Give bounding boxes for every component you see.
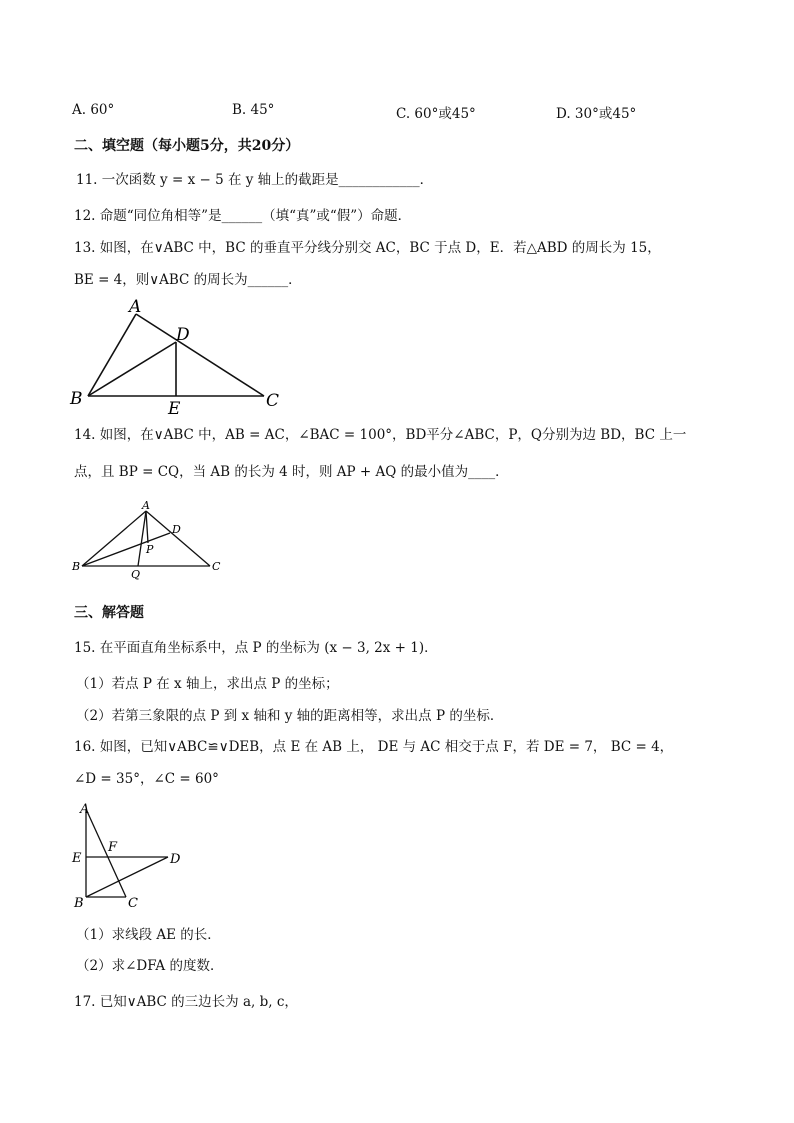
question-16-line1: 16. 如图，已知∨ABC≌∨DEB，点 E 在 AB 上， DE 与 AC 相交于点 F，若 DE = 7， BC = 4， <box>74 739 674 755</box>
q13-label-d: D <box>176 325 190 345</box>
question-16-line2: ∠D = 35°，∠C = 60° <box>74 771 219 787</box>
q16-label-b: B <box>74 896 84 911</box>
q13-label-c: C <box>266 391 280 411</box>
q13-label-b: B <box>70 389 83 409</box>
q16-label-d: D <box>170 852 181 867</box>
q14-triangle-figure <box>66 497 236 585</box>
question-13-line2: BE = 4，则∨ABC 的周长为______． <box>74 272 302 288</box>
q16-label-c: C <box>128 896 138 911</box>
q14-label-c: C <box>212 560 221 573</box>
section-title-fill-in: 二、填空题（每小题5分，共20分） <box>74 138 300 154</box>
question-11: 11. 一次函数 y = x − 5 在 y 轴上的截距是____________． <box>76 172 434 188</box>
question-16-part2: （2）求∠DFA 的度数． <box>76 958 224 974</box>
question-15-part2: （2）若第三象限的点 P 到 x 轴和 y 轴的距离相等，求出点 P 的坐标． <box>76 708 504 724</box>
question-12: 12. 命题“同位角相等”是______（填“真”或“假”）命题． <box>74 208 412 224</box>
question-14-line2: 点，且 BP = CQ，当 AB 的长为 4 时，则 AP + AQ 的最小值为____． <box>74 464 509 480</box>
question-15-line1: 15. 在平面直角坐标系中，点 P 的坐标为 (x − 3, 2x + 1)． <box>74 640 438 656</box>
question-13-line1: 13. 如图，在∨ABC 中，BC 的垂直平分线分别交 AC，BC 于点 D，E．若△ABD 的周长为 15， <box>74 240 661 256</box>
question-16-part1: （1）求线段 AE 的长． <box>76 927 221 943</box>
q14-label-q: Q <box>131 568 141 581</box>
q13-segment-bd <box>88 342 176 396</box>
q13-segment-ab <box>88 314 136 396</box>
q13-label-e: E <box>168 399 181 418</box>
q16-segment-db <box>86 857 168 897</box>
option-c: C. 60°或45° <box>396 106 476 122</box>
q13-triangle-figure <box>66 296 296 418</box>
section-title-solutions: 三、解答题 <box>74 605 144 621</box>
q16-label-e: E <box>72 851 82 866</box>
q16-label-a: A <box>80 802 90 817</box>
q16-triangle-figure <box>66 797 196 915</box>
q14-label-p: P <box>146 543 154 556</box>
option-b: B. 45° <box>232 102 275 118</box>
q14-segment-ab <box>82 511 146 566</box>
q14-segment-bd <box>82 533 170 566</box>
question-15-part1: （1）若点 P 在 x 轴上，求出点 P 的坐标； <box>76 676 339 692</box>
q14-label-b: B <box>72 560 81 573</box>
option-a: A. 60° <box>72 102 115 118</box>
q16-segment-ac <box>86 809 126 897</box>
question-17: 17. 已知∨ABC 的三边长为 a, b, c， <box>74 994 298 1010</box>
q14-segment-ap <box>146 511 148 543</box>
q14-segment-aq <box>138 511 146 566</box>
q14-label-a: A <box>142 499 150 512</box>
q13-label-a: A <box>129 297 142 317</box>
q14-label-d: D <box>172 523 181 536</box>
q16-label-f: F <box>108 840 118 855</box>
option-d: D. 30°或45° <box>556 106 637 122</box>
question-14-line1: 14. 如图，在∨ABC 中，AB = AC，∠BAC = 100°，BD平分∠ABC，P，Q分别为边 BD，BC 上一 <box>74 427 687 443</box>
